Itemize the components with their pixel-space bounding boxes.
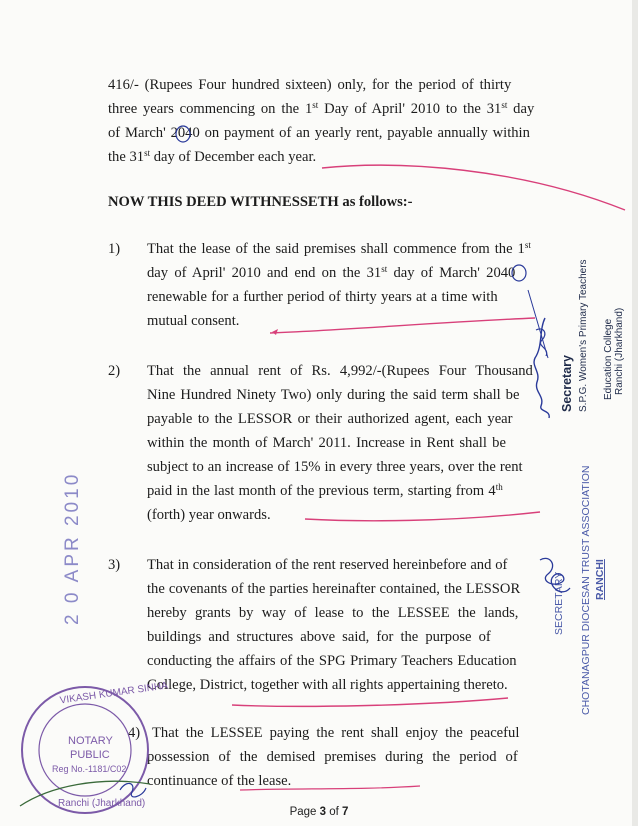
pen-circle-1	[176, 126, 190, 142]
pen-circle-2	[512, 265, 526, 281]
association-signature	[540, 558, 570, 591]
clause-2-line-5: subject to an increase of 15% in every three years, over the rent	[147, 459, 523, 475]
clause-4-line-3: continuance of the lease.	[147, 773, 292, 789]
clause-2-line-7: (forth) year onwards.	[147, 507, 271, 523]
secretary-stamp-title: Secretary	[560, 355, 574, 412]
clause-3-line-3: hereby grants by way of lease to the LESSEE the lands,	[147, 605, 519, 621]
secretary-stamp-line-1: S.P.G. Women's Primary Teachers	[578, 259, 589, 412]
intro-line-3: of March' 2040 on payment of an yearly rent, payable annually within	[108, 125, 530, 141]
pen-stroke-2	[270, 318, 535, 333]
section-heading: NOW THIS DEED WITHNESSETH as follows:-	[108, 194, 413, 210]
footer-current-page: 3	[319, 806, 327, 818]
clause-4-line-2: possession of the demised premises during the period of	[147, 749, 518, 765]
secretary-stamp-line-3: Ranchi (Jharkhand)	[614, 307, 625, 395]
svg-text:Ranchi (Jharkhand): Ranchi (Jharkhand)	[58, 798, 146, 809]
clause-2-line-3: payable to the LESSOR or their authorized agent, each year	[147, 411, 513, 427]
notary-seal	[20, 680, 169, 813]
clause-1-line-1: That the lease of the said premises shall commence from the 1st	[147, 240, 531, 257]
clause-2-line-4: within the month of March' 2011. Increase in Rent shall be	[147, 435, 506, 451]
intro-line-4: the 31st day of December each year.	[108, 148, 317, 165]
clause-1-line-4: mutual consent.	[147, 313, 240, 329]
svg-text:PUBLIC: PUBLIC	[70, 749, 110, 761]
clause-2-line-6: paid in the last month of the previous term, starting from 4th	[147, 482, 503, 499]
svg-text:NOTARY: NOTARY	[68, 735, 113, 747]
secretary-stamp-line-2: Education College	[603, 318, 614, 400]
clause-3-line-2: the covenants of the parties hereinafter contained, the LESSOR	[147, 581, 521, 597]
pen-stroke-5	[240, 786, 420, 790]
pen-stroke-3	[305, 512, 540, 521]
clause-4-number: 4)	[128, 725, 141, 741]
clause-3-line-5: conducting the affairs of the SPG Primary Teachers Education	[147, 653, 517, 669]
association-stamp-city: RANCHI	[594, 559, 606, 600]
clause-3-line-4: buildings and structures above said, for the purpose of	[147, 629, 491, 645]
pen-stroke-4	[232, 698, 508, 706]
association-stamp-name: CHOTANAGPUR DIOCESAN TRUST ASSOCIATION	[580, 465, 592, 715]
clause-2-number: 2)	[108, 363, 121, 379]
footer-middle: of	[326, 806, 343, 818]
svg-text:Reg No.-1181/C02: Reg No.-1181/C02	[52, 764, 127, 774]
clause-1-number: 1)	[108, 241, 121, 257]
intro-line-1: 416/- (Rupees Four hundred sixteen) only, for the period of thirty	[108, 77, 512, 93]
date-stamp: 2 0 APR 2010	[62, 471, 83, 625]
clause-2-line-1: That the annual rent of Rs. 4,992/-(Rupees Four Thousand	[147, 363, 533, 379]
clause-3-number: 3)	[108, 557, 121, 573]
clause-1-line-3: renewable for a further period of thirty years at a time with	[147, 289, 498, 305]
secretary-signature	[534, 318, 549, 418]
clause-3-line-6: College, District, together with all rights appertaining thereto.	[147, 677, 508, 693]
association-stamp-title: SECRETARY	[553, 571, 565, 635]
clause-4-line-1: That the LESSEE paying the rent shall enjoy the peaceful	[152, 725, 520, 741]
footer-total-pages: 7	[342, 806, 349, 818]
svg-text:VIKASH KUMAR SINHA: VIKASH KUMAR SINHA	[59, 680, 169, 707]
pen-stroke-6	[528, 290, 548, 358]
clause-1-line-2: day of April' 2010 and end on the 31st day of March' 2040	[147, 264, 516, 281]
pen-arrow-2	[272, 329, 278, 335]
clause-2-line-2: Nine Hundred Ninety Two) only during the said term shall be	[147, 387, 520, 403]
intro-line-2: three years commencing on the 1st Day of April' 2010 to the 31st day	[108, 100, 535, 117]
clause-3-line-1: That in consideration of the rent reserved hereinbefore and of	[147, 557, 508, 573]
footer-prefix: Page	[289, 806, 320, 818]
pen-stroke-1	[322, 165, 625, 210]
page-footer	[0, 806, 638, 818]
